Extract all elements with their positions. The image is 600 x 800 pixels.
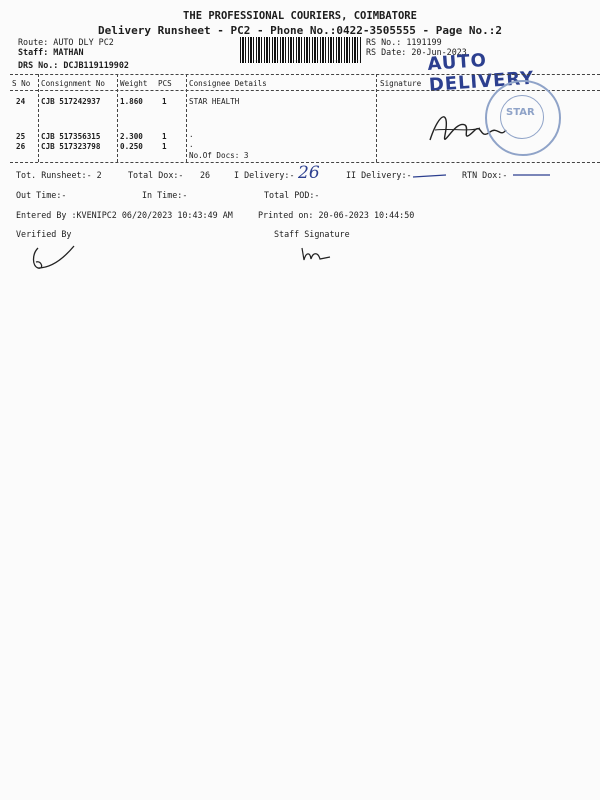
table-row-consignment: CJB 517242937 bbox=[41, 97, 101, 106]
table-row-sno: 26 bbox=[16, 142, 26, 151]
i-delivery-handwritten: 26 bbox=[298, 163, 320, 183]
runsheet-title: Delivery Runsheet - PC2 - Phone No.:0422-3505555 - Page No.:2 bbox=[98, 24, 502, 37]
company-title: THE PROFESSIONAL COURIERS, COIMBATORE bbox=[183, 10, 417, 22]
header-weight: Weight bbox=[120, 79, 148, 88]
rtn-dox-label: RTN Dox:- bbox=[462, 170, 508, 180]
table-row-consignment: CJB 517356315 bbox=[41, 132, 101, 141]
header-consignment: Consignment No bbox=[41, 79, 106, 88]
total-dox-value: 26 bbox=[200, 170, 211, 180]
in-time: In Time:- bbox=[142, 190, 188, 200]
rs-number: RS No.: 1191199 bbox=[366, 37, 442, 47]
table-row-pcs: 1 bbox=[162, 97, 167, 106]
total-dox-label: Total Dox:- bbox=[128, 170, 184, 180]
table-row-consignment: CJB 517323798 bbox=[41, 142, 101, 151]
staff-label: Staff: MATHAN bbox=[18, 47, 84, 57]
verifier-signature-icon bbox=[28, 240, 78, 275]
drs-number: DRS No.: DCJB119119902 bbox=[18, 60, 129, 70]
table-row-consignee: STAR HEALTH bbox=[189, 97, 240, 106]
no-of-docs: No.Of Docs: 3 bbox=[189, 151, 249, 160]
table-top-rule bbox=[10, 74, 600, 75]
rs-date: RS Date: 20-Jun-2023 bbox=[366, 47, 467, 57]
verified-by-label: Verified By bbox=[16, 229, 72, 239]
table-row-weight: 2.300 bbox=[120, 132, 143, 141]
i-delivery-label: I Delivery:- bbox=[234, 170, 295, 180]
table-row-weight: 0.250 bbox=[120, 142, 143, 151]
entered-by: Entered By :KVENIPC2 06/20/2023 10:43:49 AM bbox=[16, 210, 233, 220]
out-time: Out Time:- bbox=[16, 190, 67, 200]
col-divider bbox=[38, 74, 39, 162]
table-row-consignee: . bbox=[189, 130, 194, 139]
col-divider bbox=[186, 74, 187, 162]
col-divider bbox=[376, 74, 377, 162]
staff-signature-label: Staff Signature bbox=[274, 229, 350, 239]
dash-mark-icon bbox=[512, 172, 552, 178]
staff-signature-icon bbox=[298, 244, 332, 264]
table-row-consignee: . bbox=[189, 140, 194, 149]
table-row-sno: 24 bbox=[16, 97, 26, 106]
table-row-pcs: 1 bbox=[162, 132, 167, 141]
barcode-image bbox=[240, 37, 362, 63]
table-row-pcs: 1 bbox=[162, 142, 167, 151]
seal-text: STAR bbox=[506, 107, 535, 118]
printed-on: Printed on: 20-06-2023 10:44:50 bbox=[258, 210, 415, 220]
tot-runsheet: Tot. Runsheet:- 2 bbox=[16, 170, 102, 180]
header-pcs: PCS bbox=[158, 79, 172, 88]
header-sno: S No bbox=[12, 79, 31, 88]
auto-delivery-stamp: AUTO DELIVERY bbox=[426, 49, 535, 96]
total-pod: Total POD:- bbox=[264, 190, 320, 200]
col-divider bbox=[117, 74, 118, 162]
route-label: Route: AUTO DLY PC2 bbox=[18, 37, 114, 47]
header-consignee: Consignee Details bbox=[189, 79, 267, 88]
table-row-weight: 1.860 bbox=[120, 97, 143, 106]
dash-mark-icon bbox=[412, 173, 448, 179]
table-row-sno: 25 bbox=[16, 132, 26, 141]
ii-delivery-label: II Delivery:- bbox=[346, 170, 412, 180]
header-signature: Signature bbox=[380, 79, 422, 88]
